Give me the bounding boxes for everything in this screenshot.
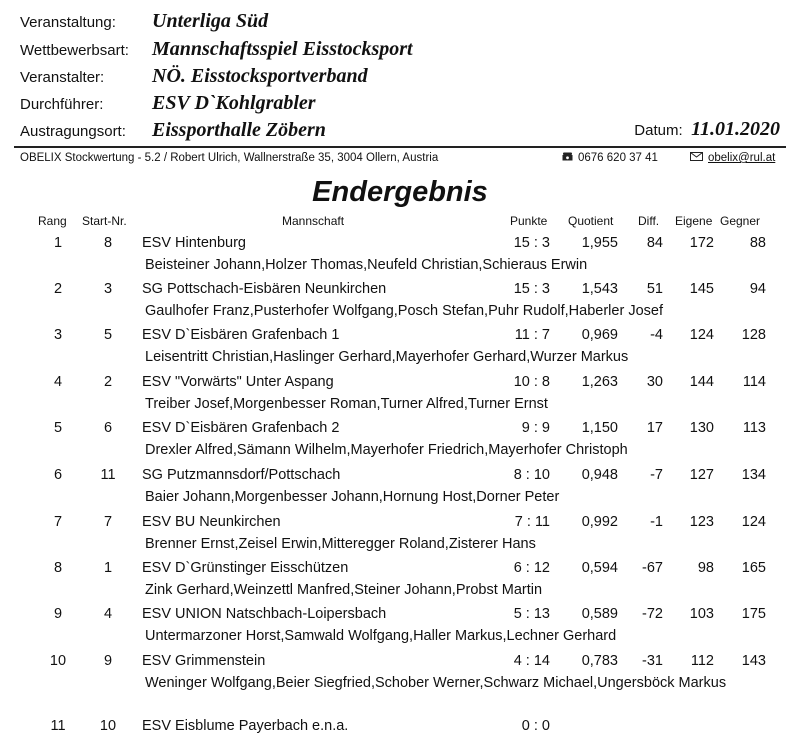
points-cell: 9 : 9 [521,420,550,436]
phone-number: 0676 620 37 41 [578,152,658,165]
col-start: Start-Nr. [82,214,127,228]
quotient-cell: 0,783 [581,653,618,669]
team-name-cell: ESV "Vorwärts" Unter Aspang [142,374,334,390]
event-info-label: Veranstalter: [20,69,105,86]
team-name-cell: SG Putzmannsdorf/Pottschach [142,467,341,483]
team-members: Untermarzoner Horst,Samwald Wolfgang,Haller Markus,Lechner Gerhard [145,628,617,644]
own-score-cell: 112 [690,653,714,669]
rank-cell: 1 [53,235,63,251]
event-info-label: Veranstaltung: [20,14,116,31]
page-title: Endergebnis [312,176,488,208]
quotient-cell: 0,594 [581,560,618,576]
event-info-value: ESV D`Kohlgrabler [152,92,316,114]
points-cell: 15 : 3 [513,281,550,297]
opponent-score-cell: 165 [741,560,766,576]
points-cell: 7 : 11 [514,514,550,530]
email-link[interactable]: obelix@rul.at [708,152,776,165]
col-eigene: Eigene [675,214,713,228]
difference-cell: 30 [646,374,663,390]
difference-cell: -7 [650,467,663,483]
own-score-cell: 123 [689,514,714,530]
team-name-cell: ESV UNION Natschbach-Loipersbach [142,606,387,622]
software-credit: OBELIX Stockwertung - 5.2 / Robert Ulrich, Wallnerstraße 35, 3004 Ollern, Austria [20,152,439,164]
opponent-score-cell: 128 [741,327,766,343]
event-info-value: Unterliga Süd [152,10,269,32]
team-members: Beisteiner Johann,Holzer Thomas,Neufeld Christian,Schieraus Erwin [145,257,588,273]
opponent-score-cell: 175 [741,606,766,622]
rank-cell: 2 [53,281,63,297]
rank-cell: 8 [53,560,63,576]
phone-contact [562,152,658,164]
rank-cell: 9 [53,606,63,622]
own-score-cell: 145 [689,281,714,297]
opponent-score-cell: 114 [742,374,766,390]
phone-icon [562,152,573,164]
points-cell: 6 : 12 [513,560,550,576]
quotient-cell: 0,589 [581,606,618,622]
difference-cell: 17 [646,420,663,436]
points-cell: 8 : 10 [513,467,550,483]
points-cell: 0 : 0 [521,718,550,734]
team-name-cell: ESV D`Eisbären Grafenbach 1 [142,327,340,343]
event-info-label: Austragungsort: [20,123,126,140]
opponent-score-cell: 134 [741,467,766,483]
quotient-cell: 1,955 [581,235,618,251]
points-cell: 5 : 13 [513,606,550,622]
col-quotient: Quotient [568,214,614,228]
team-name-cell: ESV Hintenburg [142,235,246,251]
start-number-cell: 9 [103,653,113,669]
team-name-cell: ESV Grimmenstein [142,653,266,669]
email-contact [690,152,775,164]
team-members: Weninger Wolfgang,Beier Siegfried,Schober Werner,Schwarz Michael,Ungersböck Markus [145,675,727,691]
start-number-cell: 6 [103,420,113,436]
event-info-label: Wettbewerbsart: [20,42,129,59]
opponent-score-cell: 143 [741,653,766,669]
own-score-cell: 124 [689,327,714,343]
rank-cell: 7 [53,514,63,530]
difference-cell: 51 [646,281,663,297]
col-punkte: Punkte [510,214,548,228]
date-label: Datum: [634,122,683,139]
opponent-score-cell: 124 [741,514,766,530]
team-members: Gaulhofer Franz,Pusterhofer Wolfgang,Posch Stefan,Puhr Rudolf,Haberler Josef [145,303,663,319]
own-score-cell: 172 [689,235,714,251]
team-name-cell: ESV D`Eisbären Grafenbach 2 [142,420,340,436]
date-value: 11.01.2020 [691,118,780,140]
event-info-value: Eissporthalle Zöbern [152,119,326,141]
col-diff: Diff. [638,214,660,228]
team-members: Zink Gerhard,Weinzettl Manfred,Steiner Johann,Probst Martin [145,582,543,598]
start-number-cell: 11 [100,467,116,483]
opponent-score-cell: 113 [742,420,766,436]
team-name-cell: ESV Eisblume Payerbach e.n.a. [142,718,349,734]
team-members: Baier Johann,Morgenbesser Johann,Hornung Host,Dorner Peter [145,489,560,505]
rank-cell: 4 [53,374,63,390]
difference-cell: -31 [642,653,663,669]
col-rang: Rang [38,214,67,228]
points-cell: 15 : 3 [513,235,550,251]
difference-cell: -72 [642,606,663,622]
team-members: Treiber Josef,Morgenbesser Roman,Turner Alfred,Turner Ernst [145,396,548,412]
difference-cell: -67 [642,560,663,576]
event-info-value: Mannschaftsspiel Eisstocksport [152,38,413,60]
quotient-cell: 1,543 [581,281,618,297]
col-mannschaft: Mannschaft [282,214,345,228]
col-gegner: Gegner [720,214,761,228]
team-name-cell: ESV BU Neunkirchen [142,514,281,530]
difference-cell: -1 [650,514,663,530]
start-number-cell: 2 [103,374,113,390]
rank-cell: 3 [53,327,63,343]
team-name-cell: SG Pottschach-Eisbären Neunkirchen [142,281,387,297]
own-score-cell: 144 [689,374,714,390]
difference-cell: -4 [650,327,663,343]
date-field [634,118,780,141]
start-number-cell: 10 [99,718,117,734]
quotient-cell: 0,948 [581,467,618,483]
start-number-cell: 8 [103,235,113,251]
own-score-cell: 130 [689,420,714,436]
team-members: Leisentritt Christian,Haslinger Gerhard,Mayerhofer Gerhard,Wurzer Markus [145,349,629,365]
event-info-label: Durchführer: [20,96,104,113]
header-divider [14,146,786,148]
points-cell: 11 : 7 [514,327,550,343]
team-name-cell: ESV D`Grünstinger Eisschützen [142,560,349,576]
rank-cell: 11 [50,718,66,734]
own-score-cell: 127 [689,467,714,483]
team-members: Brenner Ernst,Zeisel Erwin,Mitteregger Roland,Zisterer Hans [145,536,536,552]
quotient-cell: 1,263 [581,374,618,390]
opponent-score-cell: 88 [749,235,766,251]
own-score-cell: 103 [689,606,714,622]
rank-cell: 6 [53,467,63,483]
difference-cell: 84 [646,235,663,251]
team-members: Drexler Alfred,Sämann Wilhelm,Mayerhofer Friedrich,Mayerhofer Christoph [145,442,628,458]
rank-cell: 5 [53,420,63,436]
start-number-cell: 1 [103,560,113,576]
start-number-cell: 4 [103,606,113,622]
quotient-cell: 0,992 [581,514,618,530]
own-score-cell: 98 [697,560,714,576]
quotient-cell: 1,150 [581,420,618,436]
start-number-cell: 5 [103,327,113,343]
rank-cell: 10 [49,653,67,669]
quotient-cell: 0,969 [581,327,618,343]
points-cell: 4 : 14 [513,653,550,669]
opponent-score-cell: 94 [749,281,766,297]
points-cell: 10 : 8 [513,374,550,390]
envelope-icon [690,152,703,164]
event-info-value: NÖ. Eisstocksportverband [152,65,368,87]
start-number-cell: 7 [103,514,113,530]
start-number-cell: 3 [103,281,113,297]
